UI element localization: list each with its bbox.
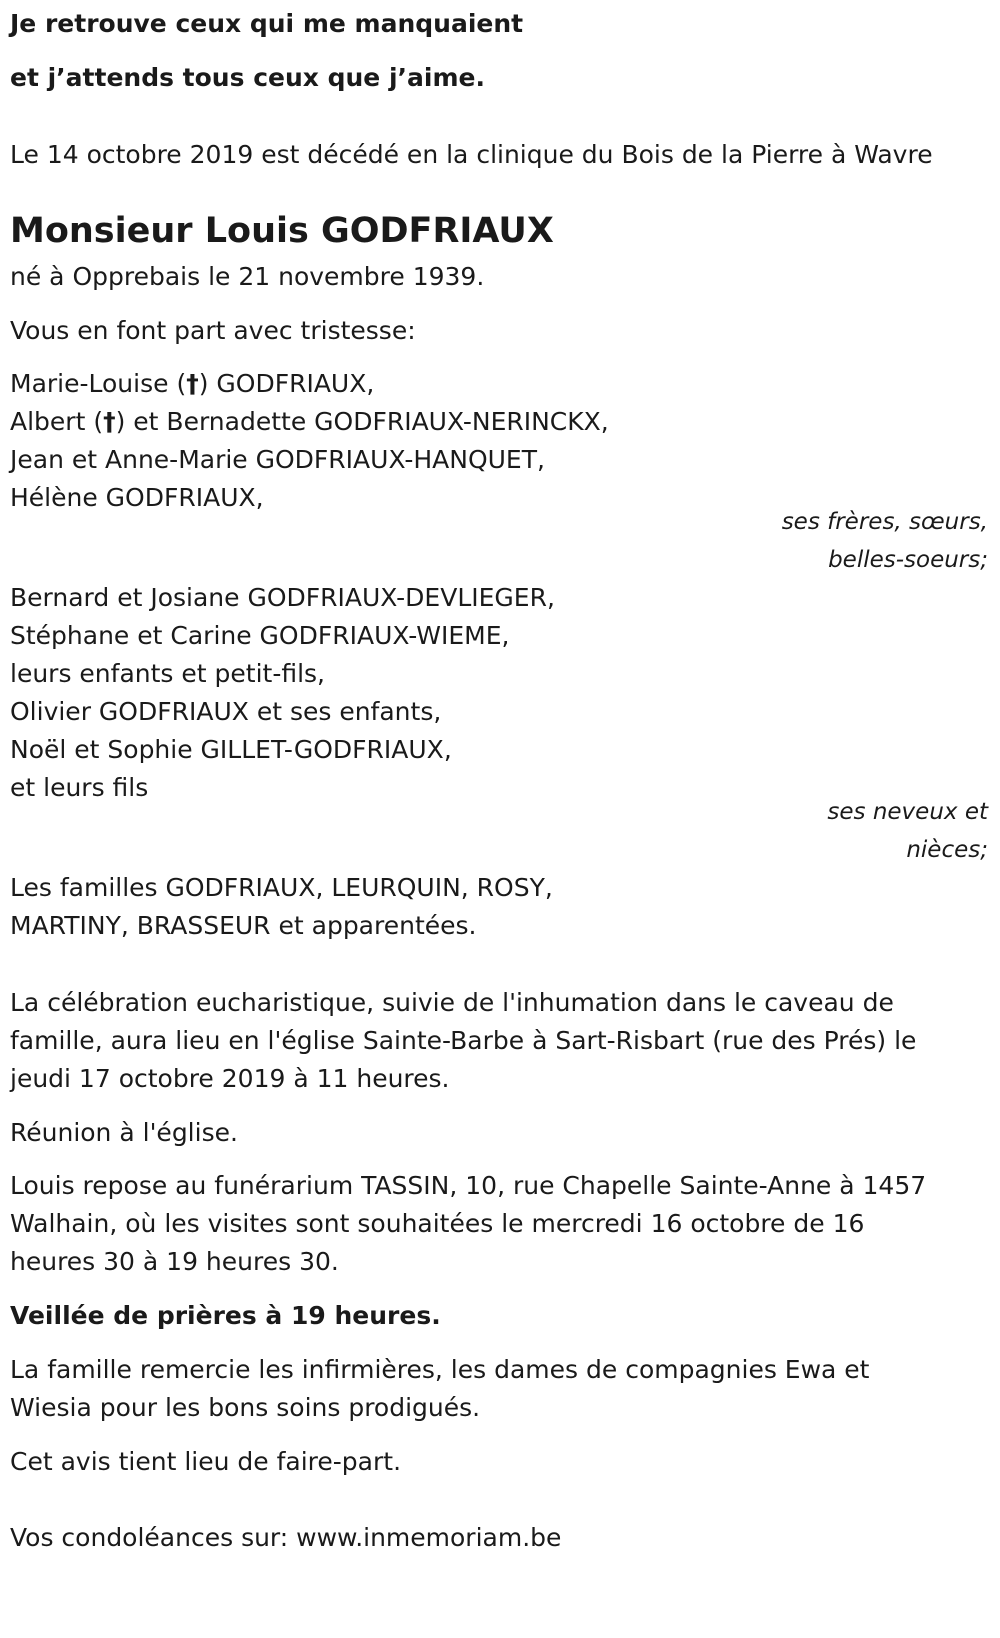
nephew-line: Stéphane et Carine GODFRIAUX-WIEME,	[10, 621, 510, 650]
ceremony-line-1: La célébration eucharistique, suivie de l'inhumation dans le caveau de	[10, 988, 894, 1017]
meeting-text: Réunion à l'église.	[10, 1118, 238, 1147]
cross-icon: †	[186, 369, 199, 398]
visitation-line-3: heures 30 à 19 heures 30.	[10, 1247, 339, 1276]
sibling-line-3: Jean et Anne-Marie GODFRIAUX-HANQUET,	[10, 445, 545, 474]
sibling-line-2-b: ) et Bernadette GODFRIAUX-NERINCKX,	[115, 407, 609, 436]
sibling-line-1	[10, 364, 374, 404]
notice-text: Cet avis tient lieu de faire-part.	[10, 1447, 402, 1476]
vigil-text: Veillée de prières à 19 heures.	[10, 1301, 441, 1330]
ceremony-line-2: famille, aura lieu en l'église Sainte-Barbe à Sart-Risbart (rue des Prés) le	[10, 1026, 917, 1055]
visitation-line-2: Walhain, où les visites sont souhaitées le mercredi 16 octobre de 16	[10, 1209, 865, 1238]
visitation-line-1: Louis repose au funérarium TASSIN, 10, rue Chapelle Sainte-Anne à 1457	[10, 1171, 927, 1200]
nephew-line: Noël et Sophie GILLET-GODFRIAUX,	[10, 735, 452, 764]
sibling-role-line-2: belles-soeurs;	[828, 547, 988, 573]
sibling-line-2-a: Albert (	[10, 407, 104, 436]
families-line-2: MARTINY, BRASSEUR et apparentées.	[10, 911, 477, 940]
ceremony-line-3: jeudi 17 octobre 2019 à 11 heures.	[10, 1064, 450, 1093]
sibling-line-2	[10, 402, 609, 442]
thanks-line-1: La famille remercie les infirmières, les dames de compagnies Ewa et	[10, 1355, 870, 1384]
intro-text: Vous en font part avec tristesse:	[10, 316, 416, 345]
epigraph-line-2: et j’attends tous ceux que j’aime.	[10, 63, 485, 92]
nephew-line: et leurs fils	[10, 773, 149, 802]
epigraph-line-1: Je retrouve ceux qui me manquaient	[10, 9, 524, 38]
thanks-line-2: Wiesia pour les bons soins prodigués.	[10, 1393, 481, 1422]
sibling-line-1-b: ) GODFRIAUX,	[198, 369, 375, 398]
sibling-role-line-1: ses frères, sœurs,	[781, 509, 988, 535]
families-line-1: Les familles GODFRIAUX, LEURQUIN, ROSY,	[10, 873, 553, 902]
birth-info: né à Opprebais le 21 novembre 1939.	[10, 262, 485, 291]
cross-icon: †	[103, 407, 116, 436]
sibling-line-1-a: Marie-Louise (	[10, 369, 187, 398]
nephew-line: Olivier GODFRIAUX et ses enfants,	[10, 697, 442, 726]
deceased-name: Monsieur Louis GODFRIAUX	[10, 211, 554, 251]
nephew-line: Bernard et Josiane GODFRIAUX-DEVLIEGER,	[10, 583, 555, 612]
condolences-text: Vos condoléances sur: www.inmemoriam.be	[10, 1523, 562, 1552]
nephew-role-line-1: ses neveux et	[827, 799, 988, 825]
death-announcement: Le 14 octobre 2019 est décédé en la clinique du Bois de la Pierre à Wavre	[10, 140, 933, 169]
nephew-line: leurs enfants et petit-fils,	[10, 659, 326, 688]
nephew-role-line-2: nièces;	[906, 837, 988, 863]
sibling-line-4: Hélène GODFRIAUX,	[10, 483, 264, 512]
